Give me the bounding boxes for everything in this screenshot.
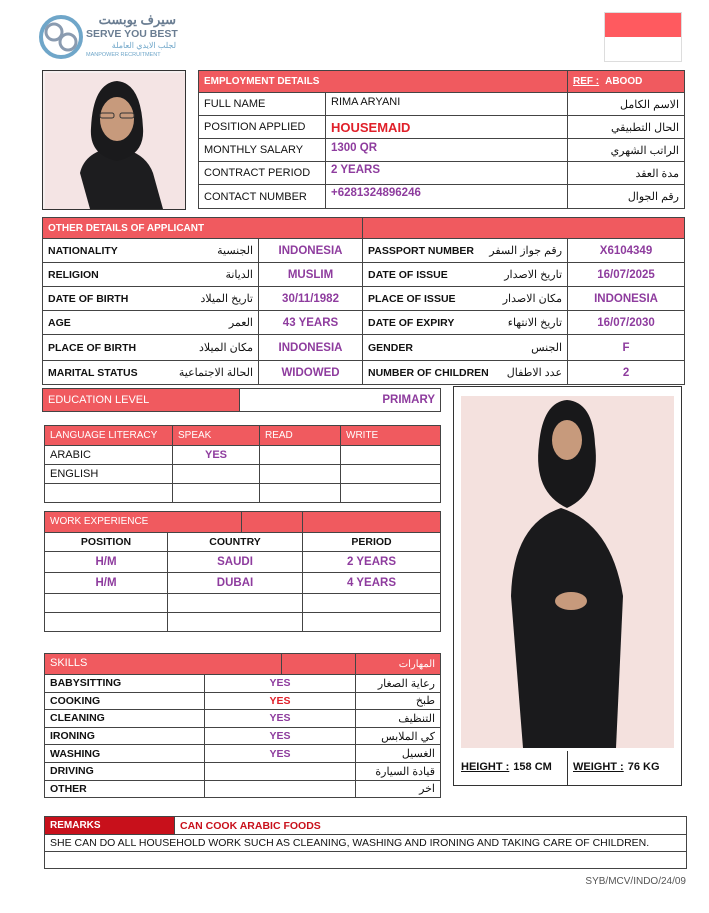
skill-label-ar: طبخ [356,692,441,710]
remarks-blank-row [45,852,687,869]
skill-row [45,692,441,710]
work-position-cell: H/M [45,573,168,594]
other-label-ar: العمر [228,317,253,329]
language-header-speak: SPEAK [173,426,260,446]
language-speak-cell [173,465,260,484]
language-read-cell [260,446,341,465]
work-experience-header [45,512,303,533]
other-label: DATE OF BIRTH [48,292,129,305]
employment-details-table [198,70,685,209]
language-lang-cell [45,484,173,503]
flag-white-stripe [605,37,681,61]
skill-value: YES [205,675,356,693]
other-label-cell [363,239,568,263]
language-speak-cell [173,484,260,503]
skill-value: YES [205,692,356,710]
other-label-ar: تاريخ الانتهاء [507,317,563,329]
contact-number-value: +6281324896246 [326,185,568,209]
remarks-label: REMARKS [45,817,175,835]
other-label-cell [363,263,568,287]
language-header-write: WRITE [341,426,441,446]
other-value: INDONESIA [568,287,685,311]
skill-row [45,727,441,745]
other-label-cell [43,287,259,311]
skills-header [45,654,356,675]
language-read-cell [260,465,341,484]
logo-emblem-icon [38,14,84,60]
other-label-cell [43,239,259,263]
weight-info [573,761,660,773]
language-row [45,484,441,503]
contract-period-value: 2 YEARS [326,162,568,185]
skill-label: DRIVING [45,762,205,780]
skill-row [45,675,441,693]
work-country-cell [168,594,303,613]
full-name-label-ar: الاسم الكامل [568,93,685,116]
logo-subtitle-en: MANPOWER RECRUITMENT [86,52,161,58]
skill-row [45,762,441,780]
logo-subtitle-ar: لجلب الايدي العاملة [111,41,176,50]
other-label: DATE OF EXPIRY [368,316,455,329]
education-table [42,388,441,412]
logo-text-en: SERVE YOU BEST [86,28,178,40]
skill-label-ar: التنظيف [356,710,441,728]
work-experience-table [44,511,441,632]
document-code: SYB/MCV/INDO/24/09 [585,876,686,887]
other-label: NUMBER OF CHILDREN [368,366,489,379]
other-label: MARITAL STATUS [48,366,138,379]
other-label-cell [363,335,568,361]
other-label-ar: تاريخ الميلاد [200,293,253,305]
ref-label: REF : [573,76,600,87]
remarks-text: SHE CAN DO ALL HOUSEHOLD WORK SUCH AS CLEANING, WASHING AND IRONING AND TAKING CARE OF CHILDREN. [45,835,687,852]
other-label: DATE OF ISSUE [368,268,448,281]
skill-label: CLEANING [45,710,205,728]
language-header-literacy: LANGUAGE LITERACY [45,426,173,446]
work-position-cell [45,594,168,613]
other-value: 16/07/2030 [568,311,685,335]
skill-label: BABYSITTING [45,675,205,693]
other-value: 16/07/2025 [568,263,685,287]
full-body-person-image [461,396,674,748]
position-applied-label: POSITION APPLIED [199,116,326,139]
skill-row [45,780,441,798]
skill-value [205,762,356,780]
skill-value: YES [205,710,356,728]
skills-title: SKILLS [45,654,282,674]
language-row [45,465,441,484]
other-value: INDONESIA [259,239,363,263]
height-value: 158 CM [513,761,552,773]
other-label-cell [43,361,259,385]
other-label-cell [363,311,568,335]
language-read-cell [260,484,341,503]
other-label-cell [363,287,568,311]
work-country-cell: DUBAI [168,573,303,594]
language-write-cell [341,446,441,465]
full-name-label: FULL NAME [199,93,326,116]
remarks-table [44,816,687,869]
height-weight-divider [567,751,568,786]
work-row [45,552,441,573]
other-label: GENDER [368,341,413,354]
skills-title-ar: المهارات [356,654,441,675]
other-label: NATIONALITY [48,244,118,257]
work-position-cell: H/M [45,552,168,573]
other-label: PLACE OF ISSUE [368,292,456,305]
work-country-cell: SAUDI [168,552,303,573]
language-write-cell [341,484,441,503]
portrait-person-image [45,73,185,209]
other-value: WIDOWED [259,361,363,385]
skill-value: YES [205,727,356,745]
skill-label-ar: اخر [356,780,441,798]
weight-label: WEIGHT : [573,761,624,773]
flag-red-stripe [605,13,681,37]
other-label-cell [43,263,259,287]
other-label-ar: مكان الاصدار [502,293,563,305]
skill-label-ar: الغسيل [356,745,441,763]
work-header-position: POSITION [45,533,168,552]
other-value: MUSLIM [259,263,363,287]
other-label: PLACE OF BIRTH [48,341,137,354]
work-row [45,613,441,632]
language-speak-cell: YES [173,446,260,465]
other-label-cell [43,311,259,335]
language-literacy-table [44,425,441,503]
other-value: 2 [568,361,685,385]
other-label: RELIGION [48,268,99,281]
full-body-photo [461,396,674,748]
ref-value: ABOOD [605,76,643,87]
work-position-cell [45,613,168,632]
education-level-value: PRIMARY [240,389,441,412]
ref-cell [568,71,685,93]
contact-number-label-ar: رقم الجوال [568,185,685,209]
contact-number-label: CONTACT NUMBER [199,185,326,209]
work-period-cell [303,594,441,613]
work-country-cell [168,613,303,632]
skill-value: YES [205,745,356,763]
work-row [45,573,441,594]
other-label-ar: رقم جواز السفر [489,245,563,257]
weight-value: 76 KG [627,761,660,773]
skill-label-ar: قيادة السيارة [356,762,441,780]
height-label: HEIGHT : [461,761,510,773]
skills-table [44,653,441,798]
position-applied-label-ar: الحال التطبيقي [568,116,685,139]
monthly-salary-value: 1300 QR [326,139,568,162]
work-row [45,594,441,613]
other-label: PASSPORT NUMBER [368,244,474,257]
work-period-cell: 4 YEARS [303,573,441,594]
other-label-ar: الحالة الاجتماعية [178,367,253,379]
other-value: F [568,335,685,361]
skill-label: OTHER [45,780,205,798]
other-label-cell [43,335,259,361]
work-header-period: PERIOD [303,533,441,552]
other-label-ar: الديانة [225,269,253,281]
other-label-ar: عدد الاطفال [506,367,563,379]
work-experience-title: WORK EXPERIENCE [45,512,242,532]
language-lang-cell: ARABIC [45,446,173,465]
contract-period-label: CONTRACT PERIOD [199,162,326,185]
other-label: AGE [48,316,71,329]
skill-row [45,710,441,728]
skill-label: COOKING [45,692,205,710]
other-label-cell [363,361,568,385]
full-body-photo-frame [453,386,682,786]
other-value: X6104349 [568,239,685,263]
other-value: 43 YEARS [259,311,363,335]
language-row [45,446,441,465]
skill-row [45,745,441,763]
skill-label-ar: رعاية الصغار [356,675,441,693]
other-value: INDONESIA [259,335,363,361]
skill-label: WASHING [45,745,205,763]
other-label-ar: الجنس [531,342,563,354]
other-details-header: OTHER DETAILS OF APPLICANT [43,218,363,239]
height-info [461,761,552,773]
logo-text-ar: سيرف يوبست [98,12,176,27]
language-write-cell [341,465,441,484]
other-details-table [42,217,685,385]
work-experience-header-blank [303,512,441,533]
remarks-highlight: CAN COOK ARABIC FOODS [175,817,687,835]
other-label-ar: تاريخ الاصدار [504,269,563,281]
language-lang-cell: ENGLISH [45,465,173,484]
work-period-cell [303,613,441,632]
position-applied-value: HOUSEMAID [326,116,568,139]
company-logo [38,12,178,64]
other-label-ar: مكان الميلاد [198,342,253,354]
other-value: 30/11/1982 [259,287,363,311]
contract-period-label-ar: مدة العقد [568,162,685,185]
language-header-read: READ [260,426,341,446]
employment-details-header: EMPLOYMENT DETAILS [199,71,568,93]
education-level-label: EDUCATION LEVEL [43,389,240,412]
skill-label-ar: كي الملابس [356,727,441,745]
monthly-salary-label-ar: الراتب الشهري [568,139,685,162]
work-header-country: COUNTRY [168,533,303,552]
full-name-value: RIMA ARYANI [326,93,568,116]
skill-value [205,780,356,798]
other-details-header-blank [363,218,685,239]
work-period-cell: 2 YEARS [303,552,441,573]
indonesia-flag [604,12,682,62]
portrait-photo [42,70,186,210]
other-label-ar: الجنسية [217,245,253,257]
monthly-salary-label: MONTHLY SALARY [199,139,326,162]
skill-label: IRONING [45,727,205,745]
